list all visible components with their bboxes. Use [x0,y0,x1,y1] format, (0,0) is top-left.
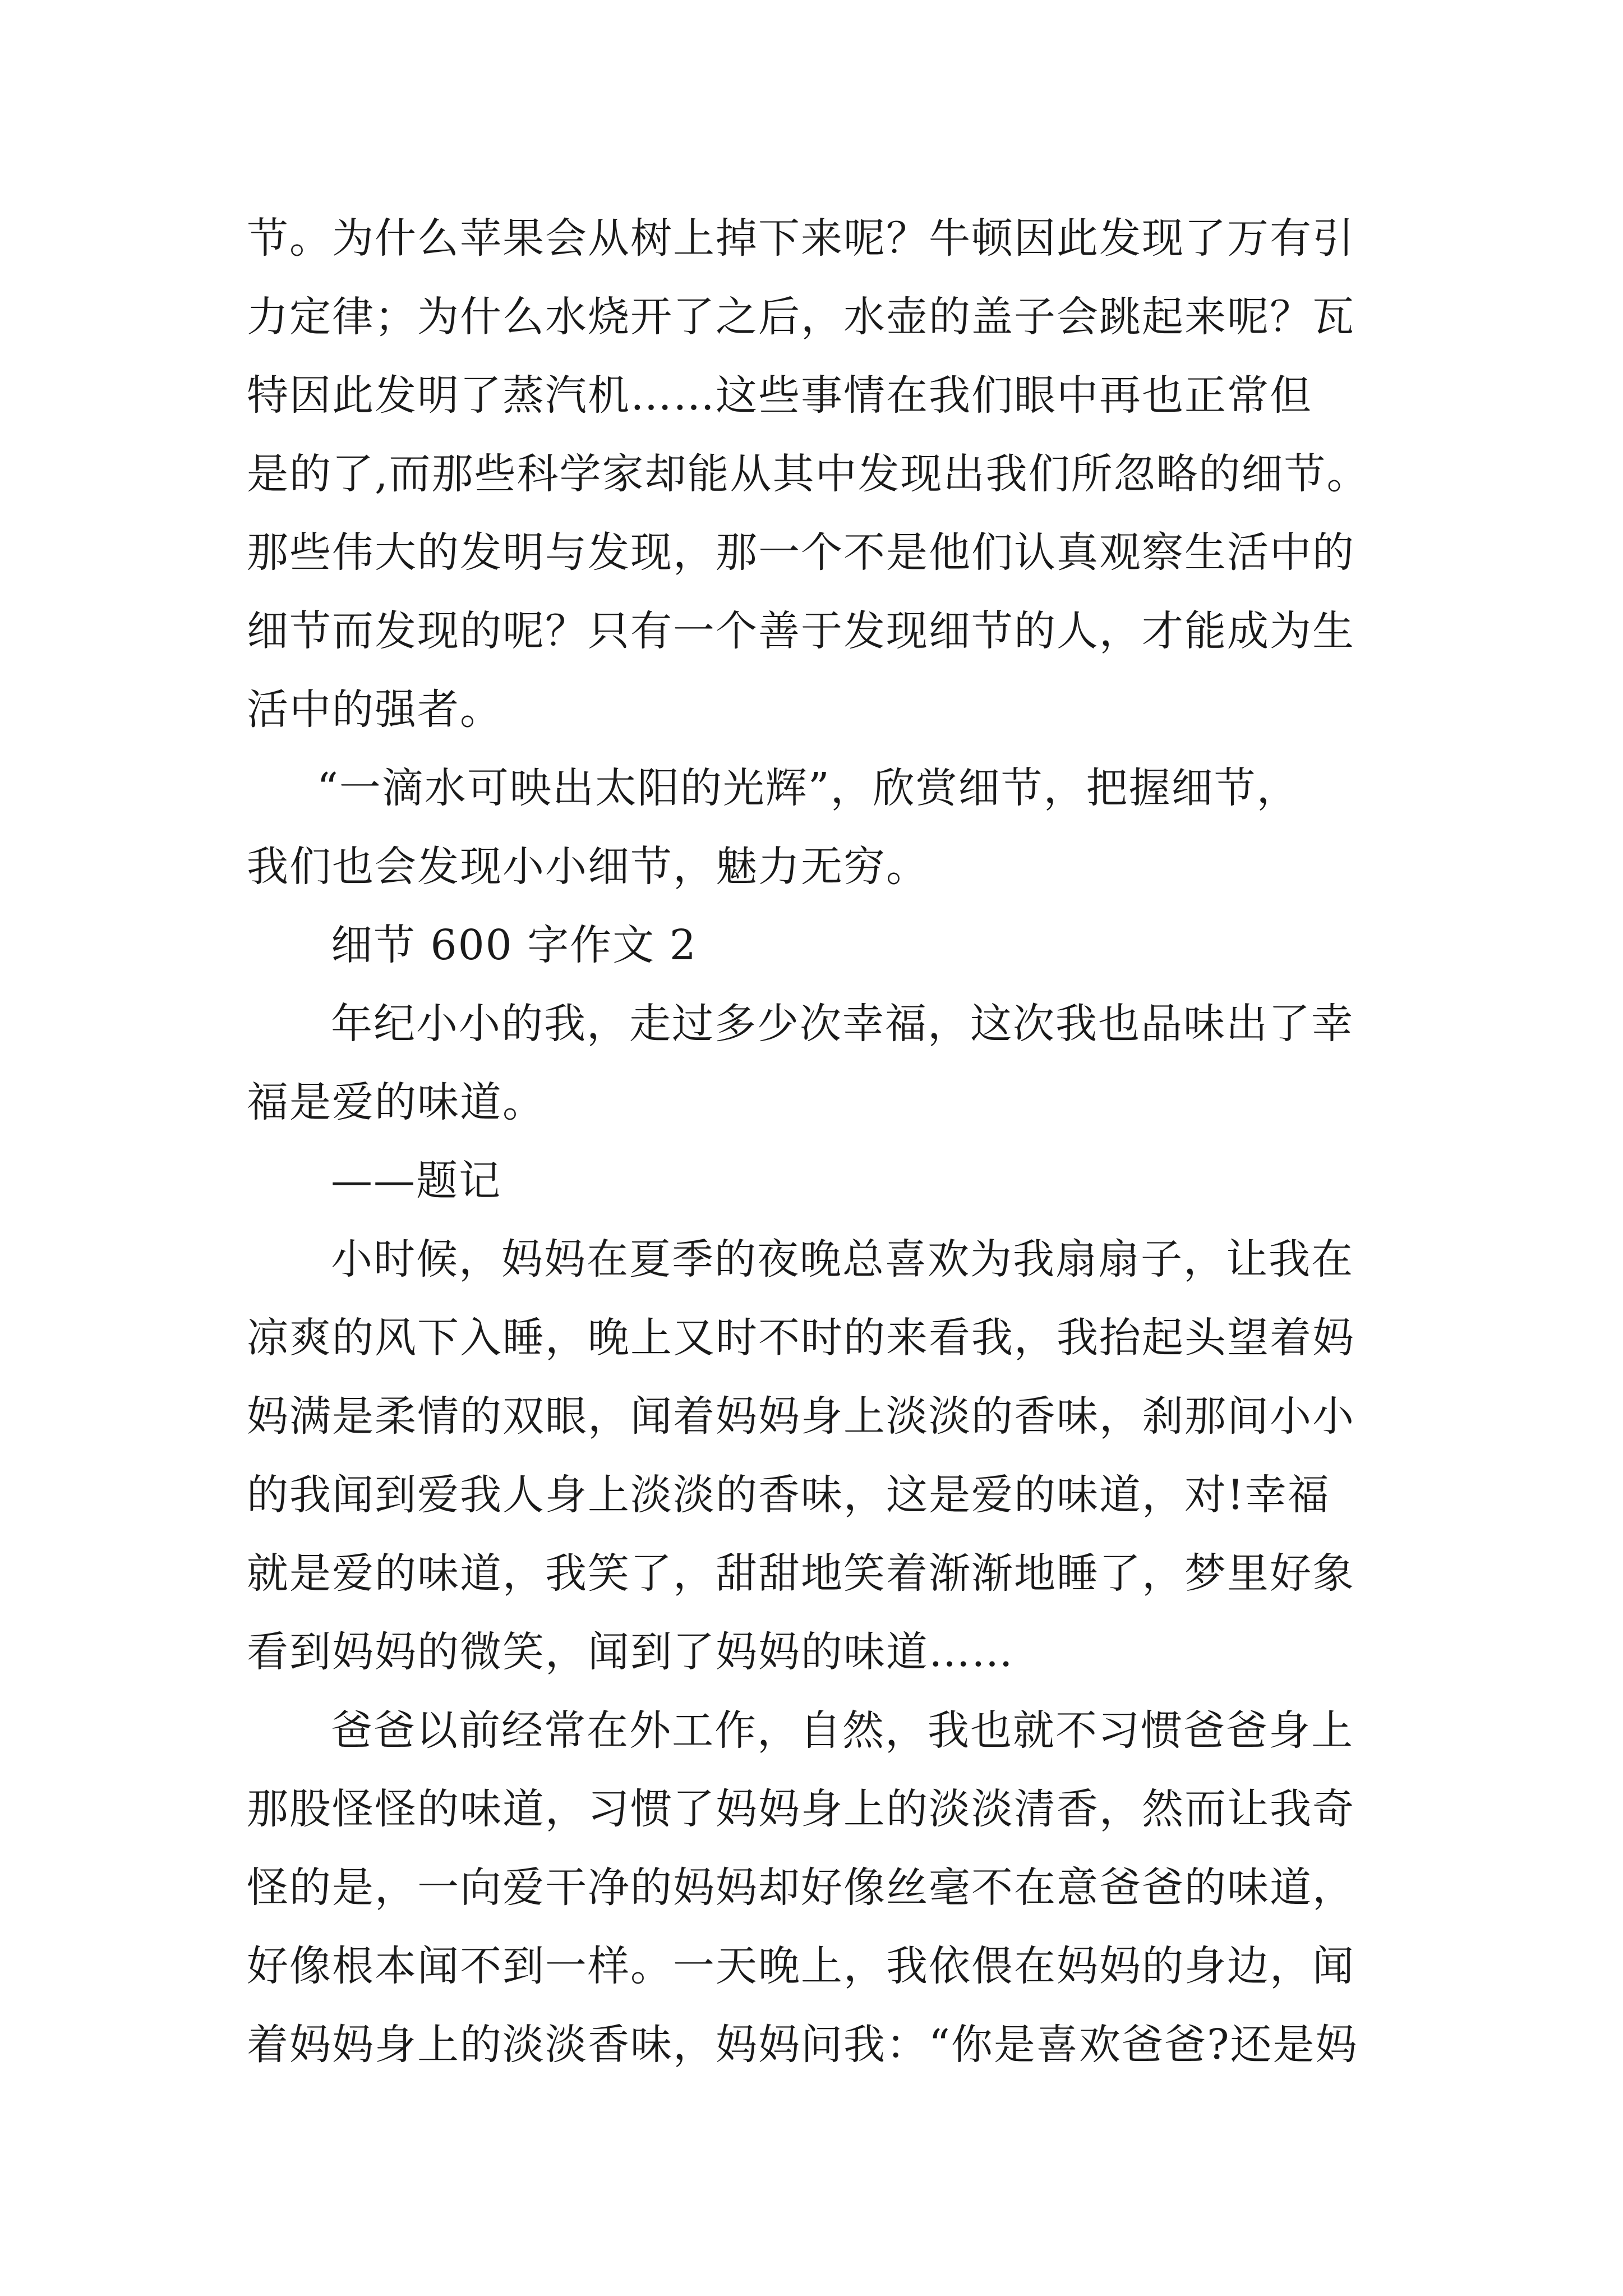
text-line: 着妈妈身上的淡淡香味，妈妈问我：“你是喜欢爸爸?还是妈 [247,2021,1358,2069]
epigraph-attribution: ——题记 [331,1157,501,1205]
text-line: 福是爱的味道。 [247,1078,545,1126]
text-line: 节。为什么苹果会从树上掉下来呢？牛顿因此发现了万有引 [247,214,1355,263]
text-line: 怪的是，一向爱干净的妈妈却好像丝毫不在意爸爸的味道， [247,1864,1355,1912]
text-line: 特因此发明了蒸汽机……这些事情在我们眼中再也正常但 [247,371,1312,420]
text-line: 我们也会发现小小细节，魅力无穷。 [247,843,929,891]
text-line: 那些伟大的发明与发现，那一个不是他们认真观察生活中的 [247,528,1355,577]
text-line: 爸爸以前经常在外工作，自然，我也就不习惯爸爸身上 [331,1706,1354,1755]
text-line: 小时候，妈妈在夏季的夜晚总喜欢为我扇扇子，让我在 [331,1235,1354,1283]
text-line: 是的了,而那些科学家却能从其中发现出我们所忽略的细节。 [247,450,1370,498]
text-line: 好像根本闻不到一样。一天晚上，我依偎在妈妈的身边，闻 [247,1942,1355,1990]
text-line: “一滴水可映出太阳的光辉”，欣赏细节，把握细节， [317,764,1299,812]
text-line: 的我闻到爱我人身上淡淡的香味，这是爱的味道，对!幸福 [247,1471,1330,1519]
text-line: 细节而发现的呢？只有一个善于发现细节的人，才能成为生 [247,607,1355,655]
text-line: 活中的强者。 [247,685,502,734]
text-line: 力定律；为什么水烧开了之后，水壶的盖子会跳起来呢？瓦 [247,293,1355,341]
text-line: 那股怪怪的味道，习惯了妈妈身上的淡淡清香，然而让我奇 [247,1785,1355,1833]
text-line: 年纪小小的我，走过多少次幸福，这次我也品味出了幸 [331,1000,1354,1048]
text-line: 看到妈妈的微笑，闻到了妈妈的味道…… [247,1628,1014,1676]
text-line: 凉爽的风下入睡，晚上又时不时的来看我，我抬起头望着妈 [247,1314,1355,1362]
text-line: 妈满是柔情的双眼，闻着妈妈身上淡淡的香味，刹那间小小 [247,1392,1355,1441]
section-heading: 细节 600 字作文 2 [331,921,697,969]
text-line: 就是爱的味道，我笑了，甜甜地笑着渐渐地睡了，梦里好象 [247,1549,1355,1598]
